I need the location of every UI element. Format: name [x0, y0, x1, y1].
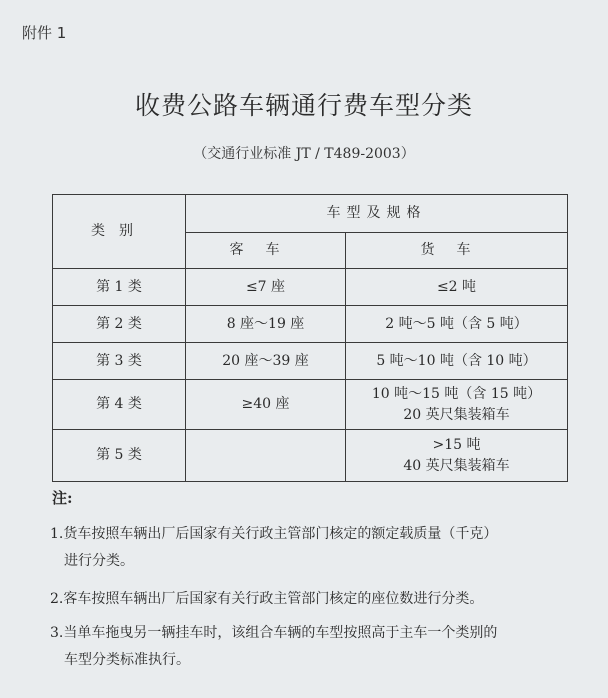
- truck-line: 5 吨～10 吨（含 10 吨）: [376, 352, 537, 369]
- truck-line: 40 英尺集装箱车: [403, 457, 510, 474]
- note-item: [50, 586, 590, 613]
- truck-cell: [346, 269, 568, 306]
- category-cell: 第 2 类: [53, 306, 186, 343]
- spec-header: 车型及规格: [186, 195, 568, 233]
- document-title: 收费公路车辆通行费车型分类: [134, 91, 473, 120]
- category-cell: 第 5 类: [53, 430, 186, 482]
- passenger-header: 客车: [186, 233, 346, 269]
- table-row: [53, 269, 568, 306]
- table-row: [53, 306, 568, 343]
- truck-line: >15 吨: [432, 436, 481, 453]
- passenger-cell: ≤7 座: [186, 269, 346, 306]
- passenger-cell: ≥40 座: [186, 380, 346, 430]
- note-text: 货车按照车辆出厂后国家有关行政主管部门核定的额定载质量（千克）: [63, 526, 498, 542]
- notes-title: 注:: [52, 489, 73, 507]
- note-number: 2.: [50, 591, 64, 607]
- truck-cell: [346, 306, 568, 343]
- truck-cell: [346, 380, 568, 430]
- truck-line: 2 吨～5 吨（含 5 吨）: [385, 315, 528, 332]
- note-text: 当单车拖曳另一辆挂车时，该组合车辆的车型按照高于主车一个类别的: [63, 625, 498, 641]
- note-text: 车型分类标准执行。: [64, 652, 190, 668]
- passenger-cell: [186, 430, 346, 482]
- truck-line: ≤2 吨: [436, 278, 477, 295]
- truck-cell: [346, 430, 568, 482]
- truck-header: 货车: [346, 233, 568, 269]
- category-cell: 第 3 类: [53, 343, 186, 380]
- truck-cell: [346, 343, 568, 380]
- vehicle-classification-table: [52, 194, 568, 482]
- category-cell: 第 4 类: [53, 380, 186, 430]
- truck-line: 10 吨～15 吨（含 15 吨）: [371, 385, 542, 402]
- note-item: [50, 620, 590, 674]
- table-row: [53, 380, 568, 430]
- attachment-label: 附件 1: [22, 24, 67, 42]
- note-item: [50, 521, 590, 575]
- note-text: 进行分类。: [64, 553, 134, 569]
- note-number: 1.: [50, 526, 64, 542]
- table-row: [53, 343, 568, 380]
- passenger-cell: 8 座～19 座: [186, 306, 346, 343]
- note-number: 3.: [50, 625, 64, 641]
- category-cell: 第 1 类: [53, 269, 186, 306]
- category-header: 类别: [53, 195, 186, 269]
- document-subtitle: （交通行业标准 JT / T489-2003）: [193, 146, 415, 162]
- truck-line: 20 英尺集装箱车: [403, 406, 510, 423]
- table-row: [53, 430, 568, 482]
- passenger-cell: 20 座～39 座: [186, 343, 346, 380]
- note-text: 客车按照车辆出厂后国家有关行政主管部门核定的座位数进行分类。: [63, 591, 484, 607]
